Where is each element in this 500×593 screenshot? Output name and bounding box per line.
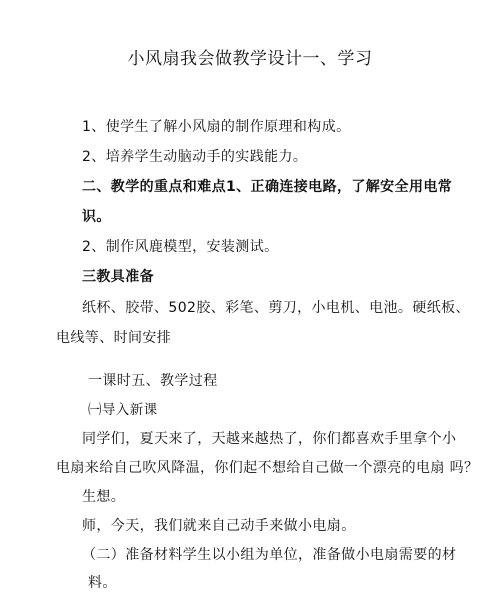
intro-subheading: ㈠导入新课 [88, 402, 158, 418]
intro-paragraph-line-2: 电扇来给自己吹风降温，你们起不想给自己做一个漂亮的电扇 吗？ [56, 460, 479, 476]
document-title: 小风扇我会做教学设计一、学习 [127, 49, 373, 69]
objective-line-2: 2、培养学生动脑动手的实践能力。 [82, 149, 308, 165]
objective-line-1: 1、使学生了解小风扇的制作原理和构成。 [82, 119, 351, 135]
key-points-heading-cont: 识。 [82, 209, 111, 225]
materials-line-2: 电线等、时间安排 [56, 330, 172, 346]
key-points-heading: 二、教学的重点和难点1、正确连接电路，了解安全用电常 [82, 179, 453, 195]
prepare-materials-line-1: （二）准备材料学生以小组为单位，准备做小电扇需要的材 [82, 547, 457, 563]
process-heading: 一课时五、教学过程 [88, 373, 218, 389]
key-point-2: 2、制作风鹿模型，安装测试。 [82, 239, 279, 255]
prepare-materials-line-2: 料。 [88, 575, 117, 591]
student-reply: 生想。 [82, 489, 126, 505]
materials-heading: 三教具准备 [82, 269, 154, 285]
intro-paragraph-line-1: 同学们，夏天来了，天越来越热了，你们都喜欢手里拿个小 [82, 431, 457, 447]
materials-line-1: 纸杯、胶带、502胶、彩笔、剪刀，小电机、电池。硬纸板、 [82, 300, 470, 316]
teacher-line: 师，今天，我们就来自己动手来做小电扇。 [82, 518, 356, 534]
